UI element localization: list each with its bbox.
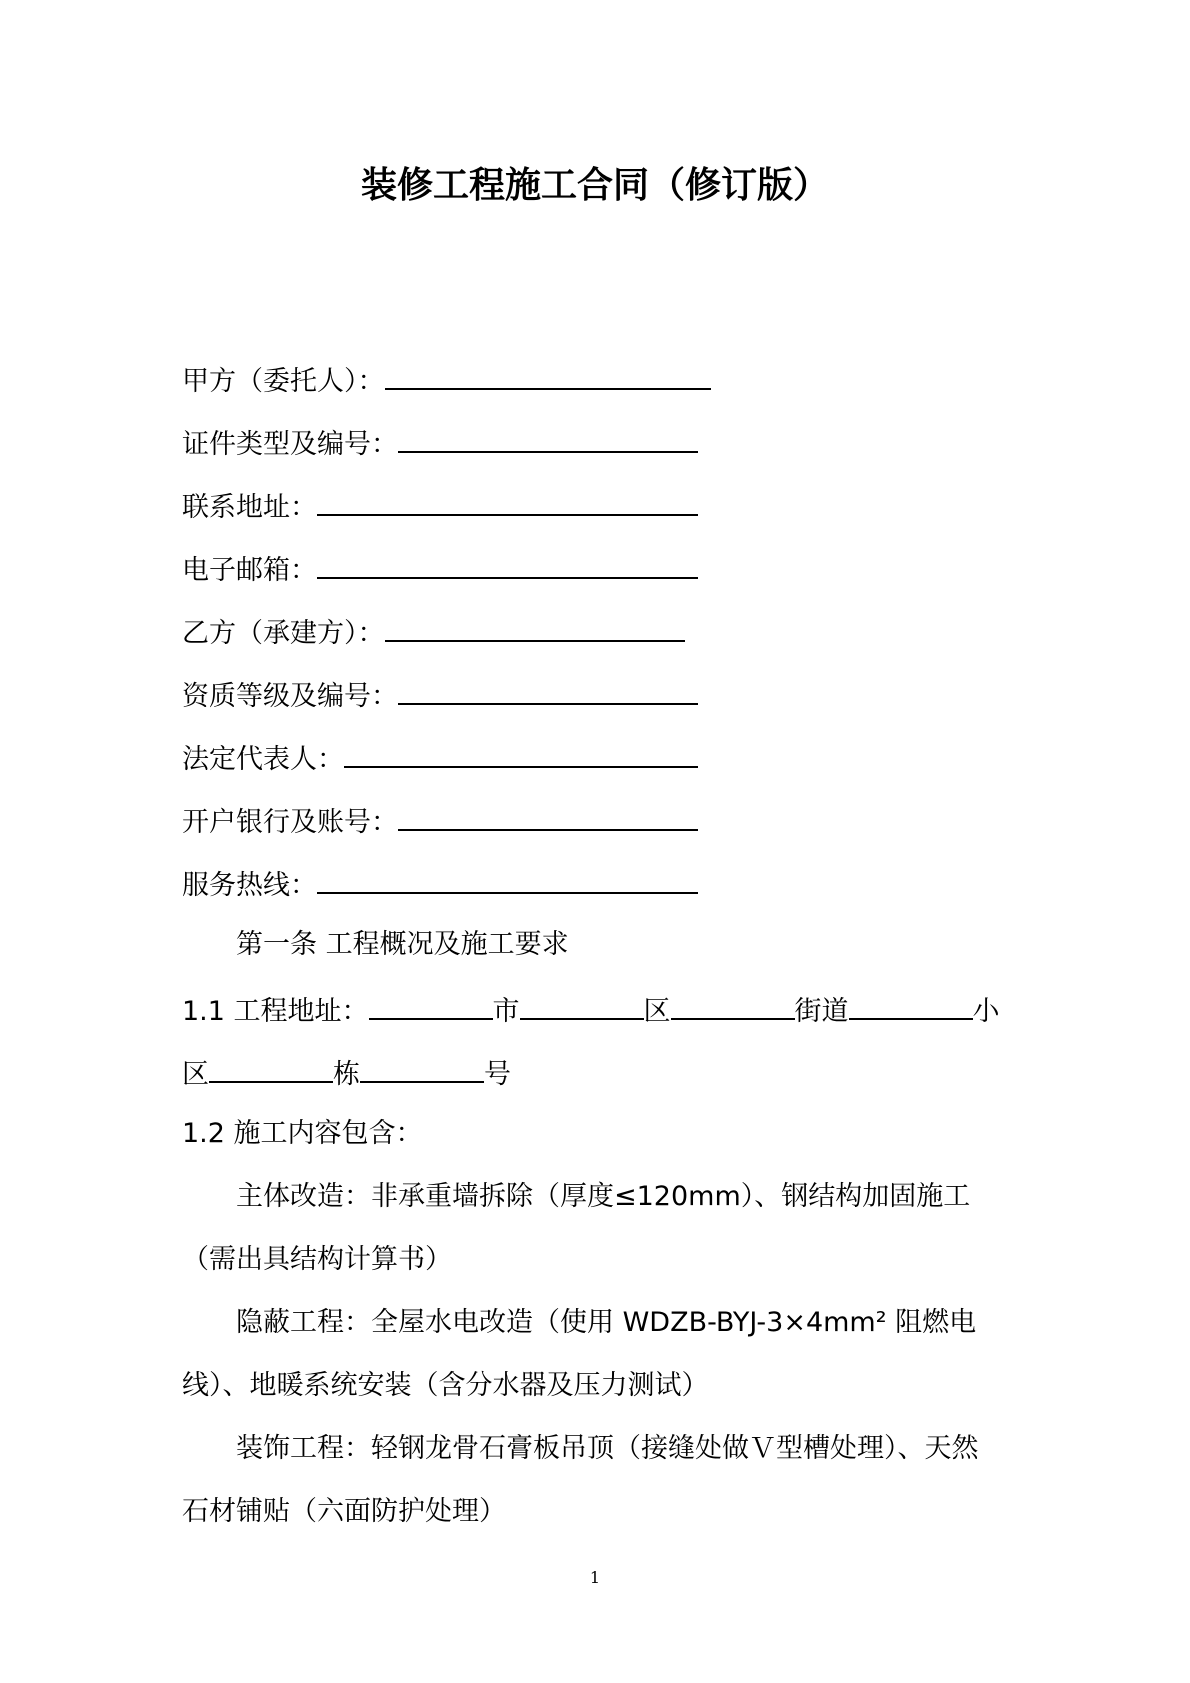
field-hotline xyxy=(182,864,698,904)
field-id-type xyxy=(182,423,698,463)
field-party-b xyxy=(182,612,685,652)
item3-line2: 石材铺贴（六面防护处理） xyxy=(182,1496,506,1527)
field-bank xyxy=(182,801,698,841)
building-blank[interactable] xyxy=(209,1053,333,1083)
number-blank[interactable] xyxy=(360,1053,484,1083)
street-blank[interactable] xyxy=(671,990,795,1020)
city-label: 市 xyxy=(492,996,520,1027)
district-label: 区 xyxy=(643,996,671,1027)
field-id-type-label: 证件类型及编号： xyxy=(182,429,398,460)
field-qualification-label: 资质等级及编号： xyxy=(182,681,398,712)
field-legal-rep-blank[interactable] xyxy=(344,738,698,768)
item1-line1: 主体改造：非承重墙拆除（厚度≤120mm）、钢结构加固施工 xyxy=(236,1181,971,1212)
community-label-part1: 小 xyxy=(972,996,1000,1027)
item3-line1: 装饰工程：轻钢龙骨石膏板吊顶（接缝处做Ｖ型槽处理）、天然 xyxy=(236,1433,979,1464)
field-party-a-blank[interactable] xyxy=(385,360,711,390)
field-qualification-blank[interactable] xyxy=(398,675,698,705)
field-email-label: 电子邮箱： xyxy=(182,555,317,586)
field-address-label: 联系地址： xyxy=(182,492,317,523)
section-1-1-line2 xyxy=(182,1053,511,1093)
field-bank-blank[interactable] xyxy=(398,801,698,831)
field-hotline-label: 服务热线： xyxy=(182,870,317,901)
district-blank[interactable] xyxy=(520,990,644,1020)
section-1-1-label: 1.1 工程地址： xyxy=(182,996,369,1027)
field-qualification xyxy=(182,675,698,715)
field-legal-rep-label: 法定代表人： xyxy=(182,744,344,775)
article1-heading: 第一条 工程概况及施工要求 xyxy=(236,929,569,960)
field-email xyxy=(182,549,698,589)
building-label: 栋 xyxy=(333,1059,360,1090)
section-1-2-label: 1.2 施工内容包含： xyxy=(182,1118,423,1149)
field-party-b-label: 乙方（承建方）： xyxy=(182,618,385,649)
page-number: 1 xyxy=(589,1568,601,1587)
field-hotline-blank[interactable] xyxy=(317,864,698,894)
community-blank[interactable] xyxy=(849,990,973,1020)
item1-line2: （需出具结构计算书） xyxy=(182,1244,452,1275)
city-blank[interactable] xyxy=(369,990,493,1020)
field-address-blank[interactable] xyxy=(317,486,698,516)
section-1-1-line1 xyxy=(182,990,1000,1030)
street-label: 街道 xyxy=(794,996,849,1027)
field-id-type-blank[interactable] xyxy=(398,423,698,453)
number-label: 号 xyxy=(484,1059,511,1090)
field-party-b-blank[interactable] xyxy=(385,612,685,642)
item2-line2: 线）、地暖系统安装（含分水器及压力测试） xyxy=(182,1370,709,1401)
field-party-a-label: 甲方（委托人）： xyxy=(182,366,385,397)
field-address xyxy=(182,486,698,526)
document-title: 装修工程施工合同（修订版） xyxy=(360,164,829,206)
field-party-a xyxy=(182,360,711,400)
field-legal-rep xyxy=(182,738,698,778)
item2-line1: 隐蔽工程：全屋水电改造（使用 WDZB-BYJ-3×4mm² 阻燃电 xyxy=(236,1307,977,1338)
community-label-part2: 区 xyxy=(182,1059,209,1090)
field-bank-label: 开户银行及账号： xyxy=(182,807,398,838)
field-email-blank[interactable] xyxy=(317,549,698,579)
